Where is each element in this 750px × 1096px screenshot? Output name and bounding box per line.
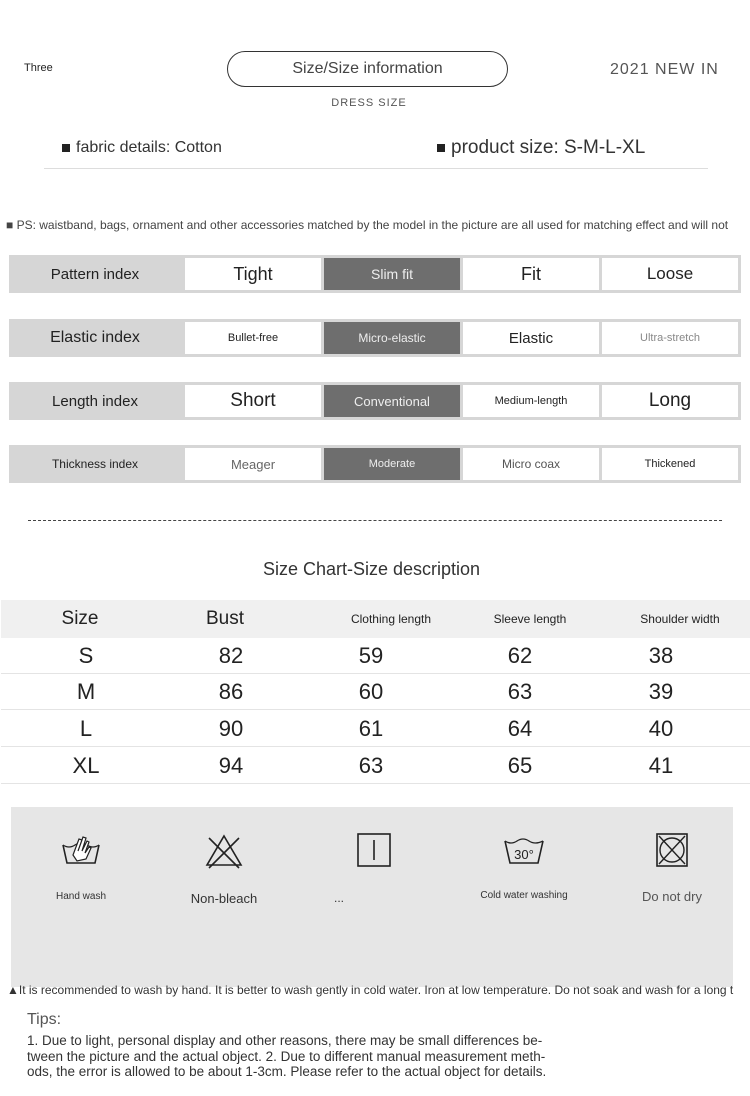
index-option: Elastic bbox=[463, 322, 599, 354]
care-label: Cold water washing bbox=[480, 890, 568, 901]
care-item-hand-wash bbox=[26, 831, 136, 941]
index-option: Tight bbox=[185, 258, 321, 290]
wash-note: ▲It is recommended to wash by hand. It is better to wash gently in cold water. Iron at low temperature. Do not soak and wash for a long t bbox=[7, 983, 734, 997]
index-label: Thickness index bbox=[51, 457, 139, 471]
tips-line: ods, the error is allowed to be about 1-3cm. Please refer to the actual object for details. bbox=[27, 1064, 547, 1079]
table-cell: 62 bbox=[507, 642, 533, 668]
care-item-non-bleach bbox=[169, 831, 279, 941]
index-option-selected: Conventional bbox=[324, 385, 460, 417]
care-label: Non-bleach bbox=[190, 891, 258, 906]
thickness-index-row bbox=[9, 445, 741, 483]
wash-temperature: 30° bbox=[514, 847, 534, 862]
table-cell: 63 bbox=[507, 678, 533, 704]
table-cell: 86 bbox=[218, 678, 244, 704]
do-not-dry-icon bbox=[650, 831, 694, 871]
table-cell: 40 bbox=[648, 715, 674, 741]
column-header-size: Size bbox=[61, 608, 99, 629]
care-label: Hand wash bbox=[55, 891, 107, 902]
index-option: Short bbox=[185, 385, 321, 417]
header-left-text: Three bbox=[24, 62, 53, 74]
table-cell: 38 bbox=[648, 642, 674, 668]
care-label: Do not dry bbox=[642, 889, 702, 904]
care-panel bbox=[11, 807, 733, 987]
table-cell: XL bbox=[72, 752, 100, 778]
length-index-row bbox=[9, 382, 741, 420]
table-cell: 82 bbox=[218, 642, 244, 668]
index-option: Meager bbox=[185, 448, 321, 480]
cold-wash-30-icon bbox=[502, 831, 546, 871]
dashed-divider bbox=[28, 520, 722, 521]
tips-line: 1. Due to light, personal display and other reasons, there may be small differences be- bbox=[27, 1033, 543, 1048]
table-cell: 39 bbox=[648, 678, 674, 704]
ps-note: ■ PS: waistband, bags, ornament and other accessories matched by the model in the picture are all used for matching effect and will not bbox=[6, 218, 729, 232]
index-label: Length index bbox=[52, 392, 138, 410]
divider bbox=[44, 168, 708, 169]
table-cell: 63 bbox=[358, 752, 384, 778]
table-cell: 64 bbox=[507, 715, 533, 741]
hang-dry-icon bbox=[352, 831, 396, 871]
index-option-selected: Micro-elastic bbox=[324, 322, 460, 354]
table-row bbox=[1, 711, 750, 747]
bullet-square-icon bbox=[62, 144, 70, 152]
table-cell: 94 bbox=[218, 752, 244, 778]
index-label: Elastic index bbox=[50, 329, 140, 346]
product-size-text: product size: S-M-L-XL bbox=[451, 137, 646, 158]
table-row bbox=[1, 674, 750, 710]
table-cell: L bbox=[79, 715, 93, 741]
header-right-text: 2021 NEW IN bbox=[610, 61, 719, 78]
pattern-index-row bbox=[9, 255, 741, 293]
table-cell: 41 bbox=[648, 752, 674, 778]
bullet-square-icon bbox=[437, 144, 445, 152]
index-option: Loose bbox=[602, 258, 738, 290]
care-item-cold-wash bbox=[469, 831, 579, 941]
column-header-shoulder-width: Shoulder width bbox=[640, 612, 720, 626]
table-header bbox=[1, 600, 750, 638]
header-title: Size/Size information bbox=[292, 60, 443, 77]
index-option: Long bbox=[602, 385, 738, 417]
non-bleach-icon bbox=[202, 831, 246, 871]
index-option: Ultra-stretch bbox=[602, 322, 738, 354]
column-header-bust: Bust bbox=[205, 608, 245, 629]
index-option: Medium-length bbox=[463, 385, 599, 417]
fabric-details-text: fabric details: Cotton bbox=[76, 139, 222, 156]
index-option: Micro coax bbox=[463, 448, 599, 480]
elastic-index-row bbox=[9, 319, 741, 357]
table-cell: 65 bbox=[507, 752, 533, 778]
care-item-hang-dry bbox=[319, 831, 429, 941]
column-header-sleeve-length: Sleeve length bbox=[493, 612, 567, 626]
index-option: Bullet-free bbox=[185, 322, 321, 354]
column-header-clothing-length: Clothing length bbox=[350, 612, 432, 626]
table-cell: 61 bbox=[358, 715, 384, 741]
care-item-do-not-dry bbox=[617, 831, 727, 941]
table-row bbox=[1, 748, 750, 784]
product-size bbox=[437, 137, 645, 159]
table-cell: 59 bbox=[358, 642, 384, 668]
table-cell: M bbox=[76, 678, 96, 704]
tips-title: Tips: bbox=[27, 1011, 62, 1028]
fabric-details bbox=[62, 139, 222, 157]
table-cell: S bbox=[78, 642, 94, 668]
index-option: Thickened bbox=[602, 448, 738, 480]
table-cell: 90 bbox=[218, 715, 244, 741]
index-option-selected: Slim fit bbox=[324, 258, 460, 290]
care-label: ... bbox=[333, 891, 344, 905]
tips-body bbox=[27, 1033, 587, 1080]
index-label: Pattern index bbox=[50, 265, 140, 283]
index-option-selected: Moderate bbox=[324, 448, 460, 480]
table-cell: 60 bbox=[358, 678, 384, 704]
hand-wash-icon bbox=[59, 831, 103, 871]
table-row bbox=[1, 638, 750, 674]
tips-line: tween the picture and the actual object. 2. Due to different manual measurement meth- bbox=[27, 1048, 546, 1064]
header-title-pill bbox=[227, 51, 508, 87]
index-option: Fit bbox=[463, 258, 599, 290]
size-chart-title: Size Chart-Size description bbox=[262, 559, 481, 579]
header-subtitle: DRESS SIZE bbox=[331, 97, 407, 109]
